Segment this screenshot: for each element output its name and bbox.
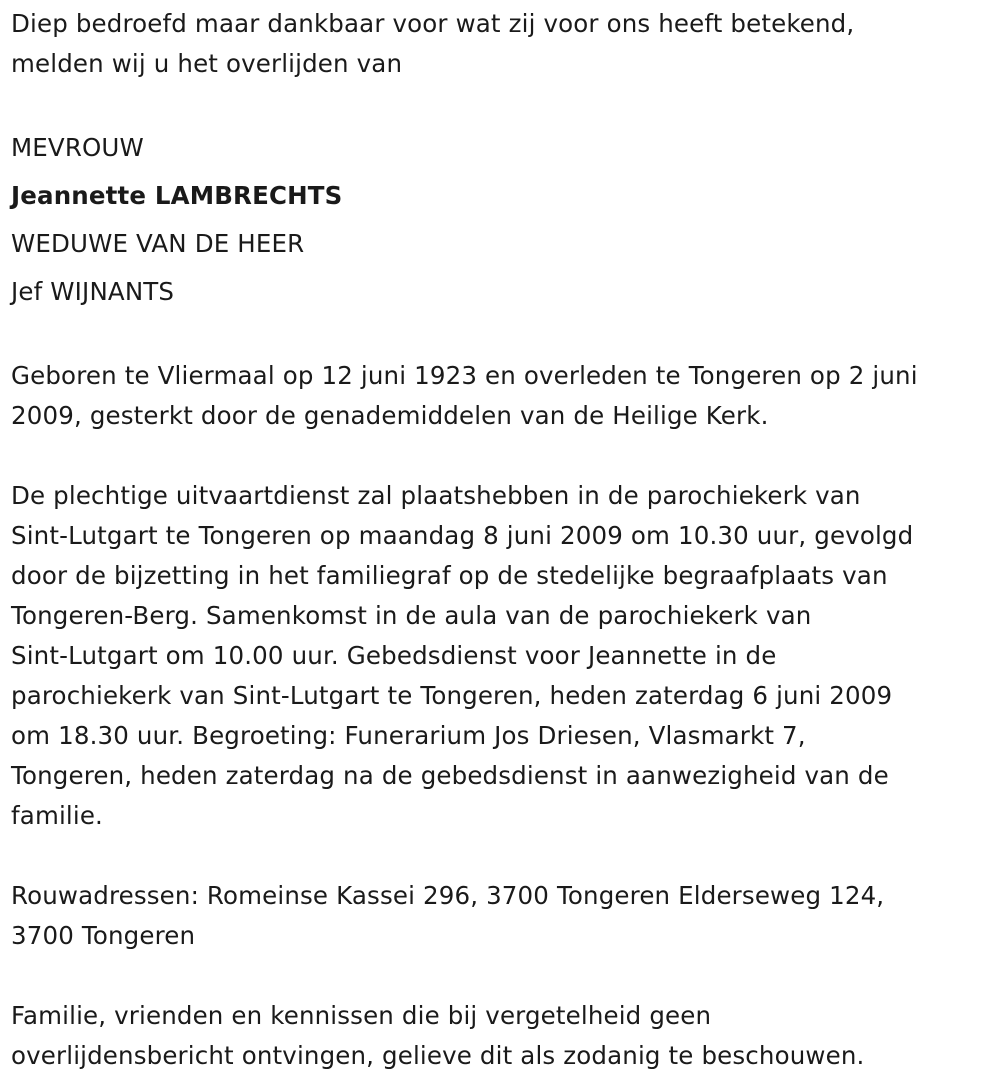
deceased-relation: WEDUWE VAN DE HEER (11, 229, 305, 258)
funeral-line: Tongeren-Berg. Samenkomst in de aula van de parochiekerk van (11, 601, 812, 630)
funeral-line: door de bijzetting in het familiegraf op de stedelijke begraafplaats van (11, 561, 888, 590)
closing-line: Familie, vrienden en kennissen die bij vergetelheid geen (11, 1001, 712, 1030)
intro-line: Diep bedroefd maar dankbaar voor wat zij voor ons heeft betekend, (11, 9, 855, 38)
address-line: 3700 Tongeren (11, 921, 196, 950)
deceased-title: MEVROUW (11, 133, 144, 162)
spacer (11, 436, 996, 476)
funeral-line: Sint-Lutgart te Tongeren op maandag 8 juni 2009 om 10.30 uur, gevolgd (11, 521, 914, 550)
spacer (11, 956, 996, 996)
funeral-line: om 18.30 uur. Begroeting: Funerarium Jos Driesen, Vlasmarkt 7, (11, 721, 806, 750)
birth-death-line: Geboren te Vliermaal op 12 juni 1923 en overleden te Tongeren op 2 juni (11, 361, 918, 390)
funeral-line: Sint-Lutgart om 10.00 uur. Gebedsdienst voor Jeannette in de (11, 641, 777, 670)
spacer (11, 836, 996, 876)
funeral-line: familie. (11, 801, 103, 830)
deceased-block (11, 124, 996, 316)
intro-paragraph (11, 4, 996, 84)
funeral-paragraph (11, 476, 996, 836)
funeral-line: De plechtige uitvaartdienst zal plaatshebben in de parochiekerk van (11, 481, 861, 510)
spacer (11, 316, 996, 356)
closing-paragraph (11, 996, 996, 1076)
intro-line: melden wij u het overlijden van (11, 49, 403, 78)
spouse-name: Jef WIJNANTS (11, 277, 175, 306)
spacer (11, 84, 996, 124)
address-line: Rouwadressen: Romeinse Kassei 296, 3700 Tongeren Elderseweg 124, (11, 881, 885, 910)
birth-death-line: 2009, gesterkt door de genademiddelen van de Heilige Kerk. (11, 401, 769, 430)
obituary-notice (11, 4, 996, 1076)
closing-line: overlijdensbericht ontvingen, gelieve dit als zodanig te beschouwen. (11, 1041, 865, 1070)
addresses-paragraph (11, 876, 996, 956)
deceased-name: Jeannette LAMBRECHTS (11, 181, 343, 210)
funeral-line: Tongeren, heden zaterdag na de gebedsdienst in aanwezigheid van de (11, 761, 889, 790)
birth-death-paragraph (11, 356, 996, 436)
funeral-line: parochiekerk van Sint-Lutgart te Tongeren, heden zaterdag 6 juni 2009 (11, 681, 893, 710)
